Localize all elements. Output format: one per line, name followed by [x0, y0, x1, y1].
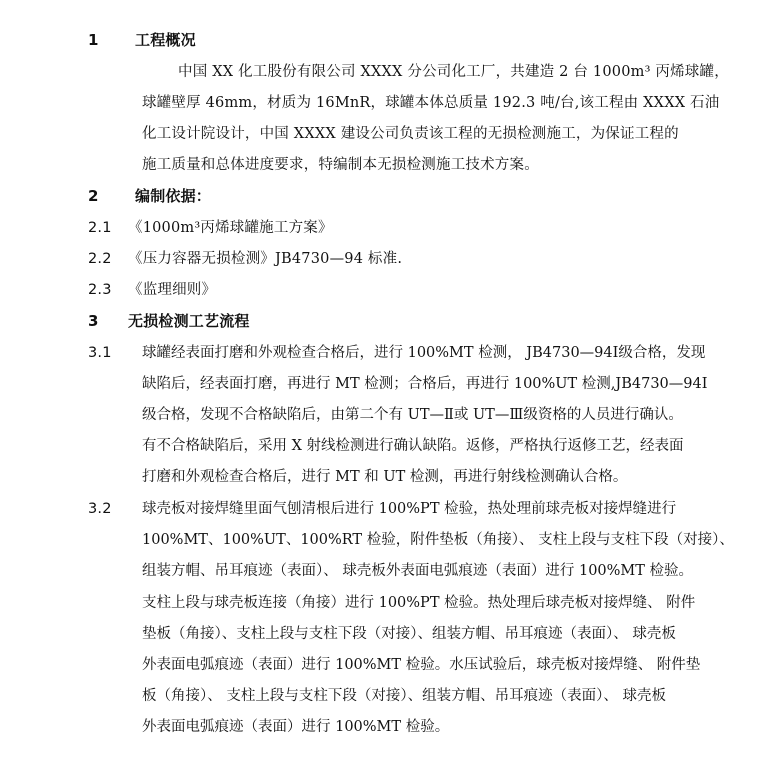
section-3-1-line-3: 级合格，发现不合格缺陷后，由第二个有 UT—Ⅱ或 UT—Ⅲ级资格的人员进行确认。 [142, 407, 683, 423]
section-1-line-2: 球罐壁厚 46mm，材质为 16MnR，球罐本体总质量 192.3 吨/台,该工程由 XXXX 石油 [142, 95, 720, 111]
section-3-1-number: 3.1 [88, 345, 112, 361]
section-2-2-number: 2.2 [88, 251, 112, 267]
section-2-2-text: 《压力容器无损检测》JB4730—94 标准. [128, 251, 403, 267]
section-3-1-line-5: 打磨和外观检查合格后，进行 MT 和 UT 检测，再进行射线检测确认合格。 [142, 469, 628, 485]
section-2-1-text: 《1000m³丙烯球罐施工方案》 [128, 220, 333, 236]
section-3-2-line-6: 外表面电弧痕迹（表面）进行 100%MT 检验。水压试验后，球壳板对接焊缝、 附件垫 [142, 657, 701, 673]
section-3-2-line-3: 组装方帽、吊耳痕迹（表面）、 球壳板外表面电弧痕迹（表面）进行 100%MT 检验。 [142, 563, 694, 579]
section-3-2-line-4: 支柱上段与球壳板连接（角接）进行 100%PT 检验。热处理后球壳板对接焊缝、 附件 [142, 595, 696, 611]
section-3-2-line-1: 球壳板对接焊缝里面气刨清根后进行 100%PT 检验，热处理前球壳板对接焊缝进行 [142, 501, 677, 517]
section-1-line-3: 化工设计院设计，中国 XXXX 建设公司负责该工程的无损检测施工，为保证工程的 [142, 126, 679, 142]
section-3-2-line-2: 100%MT、100%UT、100%RT 检验，附件垫板（角接）、 支柱上段与支柱下段（对接）、 [142, 532, 734, 548]
section-3-2-line-5: 垫板（角接）、支柱上段与支柱下段（对接）、组装方帽、吊耳痕迹（表面）、 球壳板 [142, 626, 676, 642]
section-3-1-line-4: 有不合格缺陷后，采用 X 射线检测进行确认缺陷。返修，严格执行返修工艺，经表面 [142, 438, 684, 454]
section-3-2-line-8: 外表面电弧痕迹（表面）进行 100%MT 检验。 [142, 719, 450, 735]
section-1-title: 工程概况 [135, 31, 196, 49]
section-2-number: 2 [88, 187, 99, 205]
section-3-2-number: 3.2 [88, 501, 112, 517]
section-2-title: 编制依据： [135, 187, 212, 205]
section-2-1-number: 2.1 [88, 220, 112, 236]
section-1-line-4: 施工质量和总体进度要求，特编制本无损检测施工技术方案。 [142, 157, 539, 173]
section-3-title: 无损检测工艺流程 [128, 312, 250, 330]
section-3-2-line-7: 板（角接）、 支柱上段与支柱下段（对接）、组装方帽、吊耳痕迹（表面）、 球壳板 [142, 688, 666, 704]
section-3-number: 3 [88, 312, 99, 330]
section-1-number: 1 [88, 31, 99, 49]
section-2-3-number: 2.3 [88, 282, 112, 298]
section-1-line-1: 中国 XX 化工股份有限公司 XXXX 分公司化工厂，共建造 2 台 1000m³ 丙烯球罐， [178, 64, 729, 80]
section-3-1-line-2: 缺陷后，经表面打磨，再进行 MT 检测；合格后，再进行 100%UT 检测,JB4730—94Ⅰ [142, 376, 708, 392]
section-3-1-line-1: 球罐经表面打磨和外观检查合格后，进行 100%MT 检测， JB4730—94Ⅰ级合格，发现 [142, 345, 706, 361]
section-2-3-text: 《监理细则》 [128, 282, 217, 298]
